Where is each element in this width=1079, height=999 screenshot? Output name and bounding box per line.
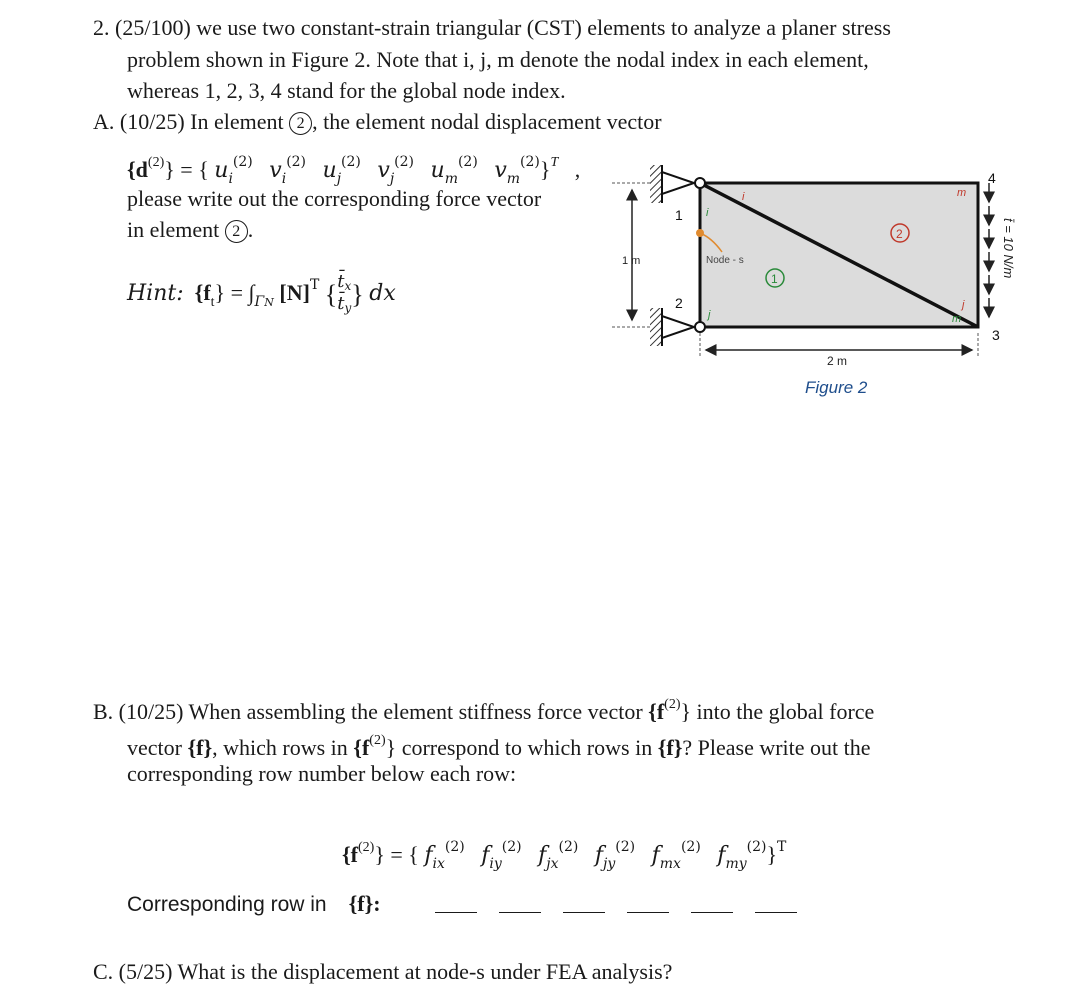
pin-support-bottom bbox=[650, 308, 705, 346]
eq-eq: } = { bbox=[374, 842, 419, 867]
f2-vector: {f bbox=[648, 699, 665, 724]
node-label-1: 1 bbox=[675, 207, 683, 223]
hint-dx: dx bbox=[369, 281, 396, 306]
part-b-line-2-mid2: correspond to which rows in bbox=[396, 735, 658, 760]
part-c: C. (5/25) What is the displacement at node-s under FEA analysis? bbox=[93, 959, 673, 984]
width-label: 2 m bbox=[827, 354, 848, 368]
local-j-elem2: j bbox=[962, 299, 965, 311]
local-i-elem2: i bbox=[742, 191, 745, 203]
f2-close-b: } bbox=[385, 735, 397, 760]
part-b-line-2-pre: vector bbox=[127, 735, 188, 760]
answer-blank-3[interactable] bbox=[563, 902, 605, 913]
f2-sup: (2) bbox=[664, 697, 681, 712]
part-a-heading bbox=[93, 106, 662, 137]
part-a-line-2: please write out the corresponding force vector bbox=[127, 186, 542, 211]
hint-traction-components: $t̄_x$ $t̄_y$ bbox=[337, 270, 352, 315]
f2-vector-b: {f bbox=[353, 735, 370, 760]
vec-transpose: T bbox=[550, 155, 559, 170]
element-2-circle: 2 bbox=[289, 112, 312, 135]
part-b-line-3: corresponding row number below each row: bbox=[127, 761, 517, 786]
answer-blank-1[interactable] bbox=[435, 902, 477, 913]
local-m-elem1: m bbox=[952, 313, 962, 325]
force-vector-equation bbox=[342, 832, 786, 880]
pin-support-top bbox=[650, 165, 705, 203]
vec-lhs: {d bbox=[127, 157, 148, 182]
element-label-1: 1 bbox=[771, 272, 778, 286]
vec-term-1: $v_i^{(2)}$ bbox=[269, 154, 307, 187]
problem-line-3: whereas 1, 2, 3, 4 stand for the global node index. bbox=[127, 78, 566, 103]
eq-term-3: $f_{jy}^{(2)}$ bbox=[594, 839, 636, 872]
answer-blanks bbox=[435, 900, 819, 918]
eq-term-5: $f_{my}^{(2)}$ bbox=[717, 839, 767, 872]
answer-blank-4[interactable] bbox=[627, 902, 669, 913]
eq-transpose: T bbox=[777, 839, 787, 855]
part-a-line-3-pre: in element bbox=[127, 217, 225, 242]
row-label: Corresponding row in bbox=[127, 893, 327, 916]
eq-close: } bbox=[766, 842, 778, 867]
node-s-marker bbox=[696, 229, 704, 237]
node-label-4: 4 bbox=[988, 170, 996, 186]
eq-sup: (2) bbox=[358, 840, 375, 855]
hint-traction-vector: { bbox=[324, 280, 338, 310]
vec-term-2: $u_j^{(2)}$ bbox=[322, 154, 361, 187]
vec-comma: , bbox=[574, 157, 581, 182]
answer-blank-2[interactable] bbox=[499, 902, 541, 913]
f2-close: } bbox=[680, 699, 692, 724]
element-label-2: 2 bbox=[896, 227, 903, 241]
figure-caption: Figure 2 bbox=[805, 378, 868, 397]
local-j-elem1: j bbox=[708, 309, 711, 321]
corresponding-row bbox=[127, 888, 381, 920]
node-label-3: 3 bbox=[992, 327, 1000, 343]
node-s-label: Node - s bbox=[706, 255, 744, 266]
part-a-heading-pre: A. (10/25) In element bbox=[93, 109, 290, 134]
part-a-line-3 bbox=[127, 214, 253, 245]
problem-line-1: 2. (25/100) we use two constant-strain triangular (CST) elements to analyze a planer stress bbox=[93, 15, 891, 40]
element-2-circle-b: 2 bbox=[225, 220, 248, 243]
hint-lhs: $\{f_t\} = \int_{\Gamma N}$ bbox=[194, 280, 274, 310]
part-b-line-1 bbox=[93, 689, 874, 727]
hint-brace-close: } bbox=[351, 280, 364, 310]
eq-lhs: {f bbox=[342, 842, 358, 867]
traction-label: t̄ = 10 N/m bbox=[1001, 218, 1016, 279]
eq-term-0: $f_{ix}^{(2)}$ bbox=[424, 839, 465, 872]
eq-term-1: $f_{iy}^{(2)}$ bbox=[481, 839, 522, 872]
part-a-line-3-post: . bbox=[247, 217, 254, 242]
f-global-b: {f} bbox=[657, 735, 683, 760]
hint-N: $[N]^T$ bbox=[279, 277, 320, 305]
node-label-2: 2 bbox=[675, 295, 683, 311]
vec-term-5: $v_m^{(2)}$ bbox=[494, 154, 540, 187]
part-a-heading-post: , the element nodal displacement vector bbox=[312, 109, 662, 134]
local-i-elem1: i bbox=[706, 207, 709, 219]
eq-term-4: $f_{mx}^{(2)}$ bbox=[651, 839, 701, 872]
vec-eq: } = { bbox=[164, 157, 209, 182]
hint-label: Hint: bbox=[127, 281, 184, 306]
figure-2 bbox=[612, 150, 1062, 400]
vec-term-3: $v_j^{(2)}$ bbox=[377, 154, 415, 187]
height-label: 1 m bbox=[622, 255, 641, 267]
f-global: {f} bbox=[187, 735, 213, 760]
problem-line-2: problem shown in Figure 2. Note that i, j, m denote the nodal index in each element, bbox=[127, 47, 869, 72]
vec-sup: (2) bbox=[147, 155, 165, 170]
part-b-line-1-pre: B. (10/25) When assembling the element stiffness force vector bbox=[93, 699, 649, 724]
eq-term-2: $f_{jx}^{(2)}$ bbox=[538, 839, 579, 872]
part-b-line-2-mid: , which rows in bbox=[212, 735, 354, 760]
hint bbox=[127, 270, 396, 318]
row-vec: {f}: bbox=[348, 891, 381, 916]
f2-sup-b: (2) bbox=[369, 733, 386, 748]
part-b-line-2-post: ? Please write out the bbox=[682, 735, 871, 760]
part-b-line-1-post: into the global force bbox=[691, 699, 875, 724]
vec-term-0: $u_i^{(2)}$ bbox=[214, 154, 253, 187]
answer-blank-5[interactable] bbox=[691, 902, 733, 913]
local-m-elem2: m bbox=[957, 187, 967, 199]
answer-blank-6[interactable] bbox=[755, 902, 797, 913]
vec-close: } bbox=[539, 157, 551, 182]
vec-term-4: $u_m^{(2)}$ bbox=[430, 154, 478, 187]
